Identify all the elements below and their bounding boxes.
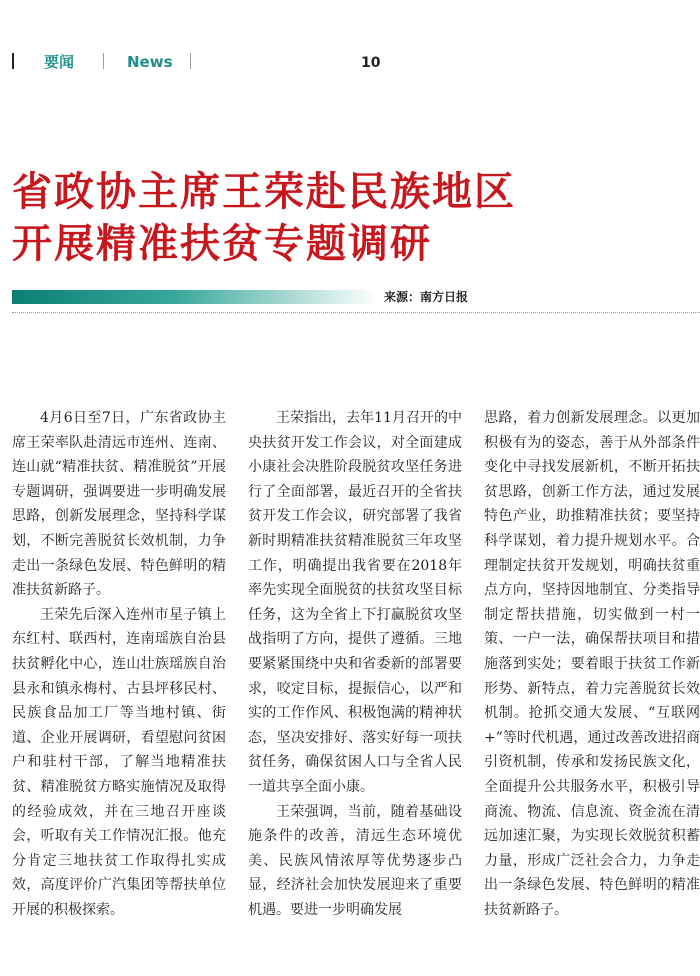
- header-divider: [12, 53, 14, 69]
- paragraph: 王荣指出，去年11月召开的中央扶贫开发工作会议，对全面建成小康社会决胜阶段脱贫攻坚任务进行了全面部署，最近召开的全省扶贫开发工作会议，研究部署了我省新时期精准扶贫精准脱贫三年攻坚工作，明确提出我省要在2018年率先实现全面脱贫的扶贫攻坚目标任务，这为全省上下打赢脱贫攻坚战指明了方向，提供了遵循。三地要紧紧围绕中央和省委新的部署要求，咬定目标，提振信心，以严和实的工作作风、积极饱满的精神状态，坚决安排好、落实好每一项扶贫任务，确保贫困人口与全省人民一道共享全面小康。: [248, 410, 462, 795]
- header-divider: [190, 53, 191, 69]
- header-divider: [103, 53, 104, 69]
- page-number: 10: [361, 55, 381, 71]
- article-title-line1: 省政协主席王荣赴民族地区: [12, 169, 516, 215]
- paragraph: 思路，着力创新发展理念。以更加积极有为的姿态，善于从外部条件变化中寻找发展新机，不断开拓扶贫思路，创新工作方法，通过发展特色产业，助推精准扶贫；要坚持科学谋划，着力提升规划水平。合理制定扶贫开发规划，明确扶贫重点方向，坚持因地制宜、分类指导制定帮扶措施，切实做到一村一策、一户一法，确保帮扶项目和措施落到实处；要着眼于扶贫工作新形势、新特点，着力完善脱贫长效机制。抢抓交通大发展、“互联网+”等时代机遇，通过改善改进招商引资机制，传承和发扬民族文化，全面提升公共服务水平，积极引导商流、物流、信息流、资金流在清远加速汇聚，为实现长效脱贫积蓄力量，形成广泛社会合力，力争走出一条绿色发展、特色鲜明的精准扶贫新路子。: [484, 410, 700, 918]
- section-label-cn: 要闻: [44, 53, 75, 71]
- section-label-en: News: [127, 53, 173, 71]
- article-column-3: [484, 406, 700, 922]
- page-header: [0, 0, 700, 90]
- paragraph: 王荣强调，当前，随着基础设施条件的改善，清远生态环境优美、民族风情浓厚等优势逐步凸显，经济社会加快发展迎来了重要机遇。要进一步明确发展: [248, 803, 462, 918]
- paragraph: 4月6日至7日，广东省政协主席王荣率队赴清远市连州、连南、连山就“精准扶贫、精准脱贫”开展专题调研，强调要进一步明确发展思路，创新发展理念，坚持科学谋划，不断完善脱贫长效机制，力争走出一条绿色发展、特色鲜明的精准扶贫新路子。: [12, 410, 226, 599]
- title-rule: [12, 312, 700, 313]
- article-title-line2: 开展精准扶贫专题调研: [12, 221, 432, 267]
- article-column-1: [12, 406, 226, 922]
- title-accent-bar: [12, 290, 378, 304]
- article-column-2: [248, 406, 462, 922]
- article-title: [12, 166, 516, 270]
- article-source: 来源：南方日报: [384, 290, 469, 304]
- paragraph: 王荣先后深入连州市星子镇上东红村、联西村，连南瑶族自治县扶贫孵化中心，连山壮族瑶族自治县永和镇永梅村、古县坪移民村、民族食品加工厂等当地村镇、街道、企业开展调研，看望慰问贫困户和驻村干部，了解当地精准扶贫、精准脱贫方略实施情况及取得的经验成效，并在三地召开座谈会，听取有关工作情况汇报。他充分肯定三地扶贫工作取得扎实成效，高度评价广汽集团等帮扶单位开展的积极探索。: [12, 606, 226, 918]
